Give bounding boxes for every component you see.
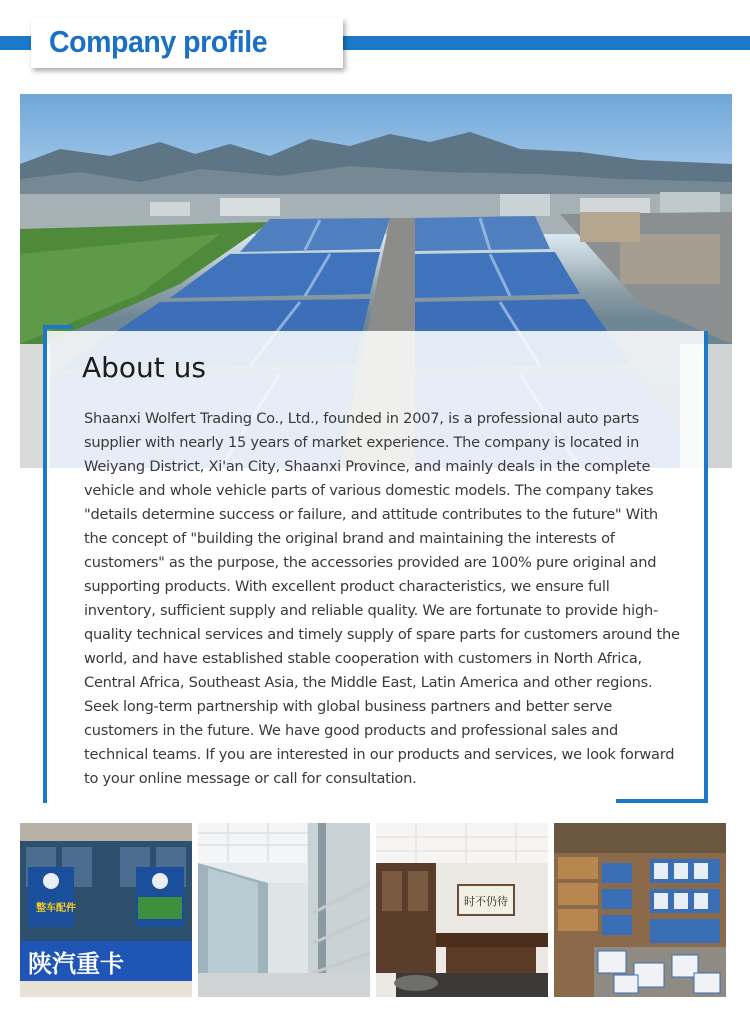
about-heading: About us bbox=[82, 351, 207, 384]
card-frame-left bbox=[43, 325, 47, 803]
office-corridor-photo bbox=[198, 823, 370, 997]
storefront-banner-text: 整车配件 bbox=[36, 903, 76, 914]
page-title: Company profile bbox=[49, 24, 268, 59]
office-room-photo bbox=[376, 823, 548, 997]
warehouse-photo bbox=[554, 823, 726, 997]
storefront-photo bbox=[20, 823, 192, 997]
header-accent-bar-right bbox=[343, 36, 750, 50]
header-accent-bar-left bbox=[0, 36, 34, 50]
card-frame-top bbox=[43, 325, 73, 329]
card-frame-right bbox=[704, 331, 708, 803]
storefront-sign-text: 陕汽重卡 bbox=[28, 950, 124, 978]
office-calligraphy-text: 时不仍待 bbox=[464, 895, 508, 908]
about-body-text: Shaanxi Wolfert Trading Co., Ltd., founded in 2007, is a professional auto parts supplier with nearly 15 years of market experience. The company is located in Weiyang District, Xi'an City, Shaanxi Province, and mainly deals in the complete vehicle and whole vehicle parts of various domestic models. The company takes "details determine success or failure, and attitude contributes to the future" With the concept of "building the original brand and maintaining the interests of customers" as the purpose, the accessories provided are 100% pure original and supporting products. With excellent product characteristics, we ensure full inventory, sufficient supply and reliable quality. We are fortunate to provide high-quality technical services and timely supply of spare parts for customers around the world, and have established stable cooperation with customers in North Africa, Central Africa, Southeast Asia, the Middle East, Latin America and other regions. Seek long-term partnership with global business partners and better serve customers in the future. We have good products and professional sales and technical teams. If you are interested in our products and services, we look forward to your online message or call for consultation. bbox=[84, 410, 680, 787]
header-title-box bbox=[31, 18, 343, 68]
card-frame-bottom bbox=[616, 799, 708, 803]
